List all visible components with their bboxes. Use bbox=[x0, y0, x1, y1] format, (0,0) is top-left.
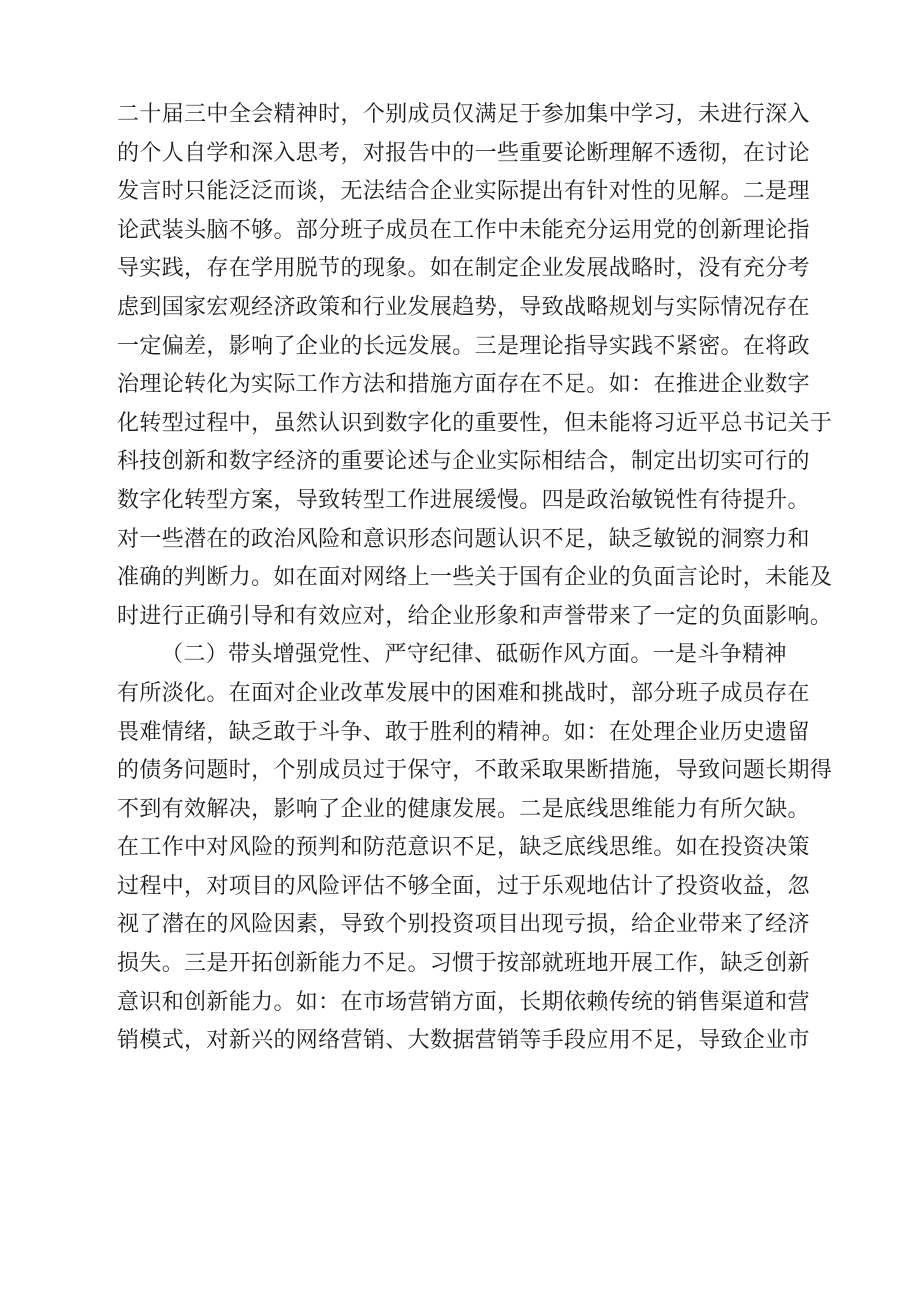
text-line: 时进行正确引导和有效应对，给企业形象和声誉带来了一定的负面影响。 bbox=[117, 603, 833, 629]
text-line: 发言时只能泛泛而谈，无法结合企业实际提出有针对性的见解。二是理 bbox=[117, 179, 810, 205]
text-line: 一定偏差，影响了企业的长远发展。三是理论指导实践不紧密。在将政 bbox=[117, 333, 810, 359]
text-line: 二十届三中全会精神时，个别成员仅满足于参加集中学习，未进行深入 bbox=[117, 102, 810, 127]
text-line: 的个人自学和深入思考，对报告中的一些重要论断理解不透彻，在讨论 bbox=[117, 140, 810, 166]
text-line: 数字化转型方案，导致转型工作进展缓慢。四是政治敏锐性有待提升。 bbox=[117, 487, 810, 513]
text-line: 对一些潜在的政治风险和意识形态问题认识不足，缺乏敏锐的洞察力和 bbox=[117, 526, 810, 552]
text-line: 论武装头脑不够。部分班子成员在工作中未能充分运用党的创新理论指 bbox=[117, 217, 810, 243]
section-heading-line: （二）带头增强党性、严守纪律、砥砺作风方面。一是斗争精神 bbox=[161, 642, 787, 668]
text-line: 准确的判断力。如在面对网络上一些关于国有企业的负面言论时，未能及 bbox=[117, 565, 833, 591]
text-line: 在工作中对风险的预判和防范意识不足，缺乏底线思维。如在投资决策 bbox=[117, 835, 810, 861]
text-line: 过程中，对项目的风险评估不够全面，过于乐观地估计了投资收益，忽 bbox=[117, 873, 810, 899]
text-line: 科技创新和数字经济的重要论述与企业实际相结合，制定出切实可行的 bbox=[117, 449, 810, 475]
text-line: 的债务问题时，个别成员过于保守，不敢采取果断措施，导致问题长期得 bbox=[117, 758, 833, 784]
text-line: 畏难情绪，缺乏敢于斗争、敢于胜利的精神。如：在处理企业历史遗留 bbox=[117, 719, 810, 745]
text-line: 虑到国家宏观经济政策和行业发展趋势，导致战略规划与实际情况存在 bbox=[117, 294, 810, 320]
text-line: 治理论转化为实际工作方法和措施方面存在不足。如：在推进企业数字 bbox=[117, 372, 810, 398]
text-line: 意识和创新能力。如：在市场营销方面，长期依赖传统的销售渠道和营 bbox=[117, 989, 810, 1015]
text-line: 销模式，对新兴的网络营销、大数据营销等手段应用不足，导致企业市 bbox=[117, 1028, 810, 1054]
document-body bbox=[117, 96, 833, 1061]
text-line: 导实践，存在学用脱节的现象。如在制定企业发展战略时，没有充分考 bbox=[117, 256, 810, 282]
text-line: 有所淡化。在面对企业改革发展中的困难和挑战时，部分班子成员存在 bbox=[117, 680, 810, 706]
text-line: 化转型过程中，虽然认识到数字化的重要性，但未能将习近平总书记关于 bbox=[117, 410, 833, 436]
text-line: 视了潜在的风险因素，导致个别投资项目出现亏损，给企业带来了经济 bbox=[117, 912, 810, 938]
text-line: 损失。三是开拓创新能力不足。习惯于按部就班地开展工作，缺乏创新 bbox=[117, 951, 810, 977]
text-line: 不到有效解决，影响了企业的健康发展。二是底线思维能力有所欠缺。 bbox=[117, 796, 810, 822]
